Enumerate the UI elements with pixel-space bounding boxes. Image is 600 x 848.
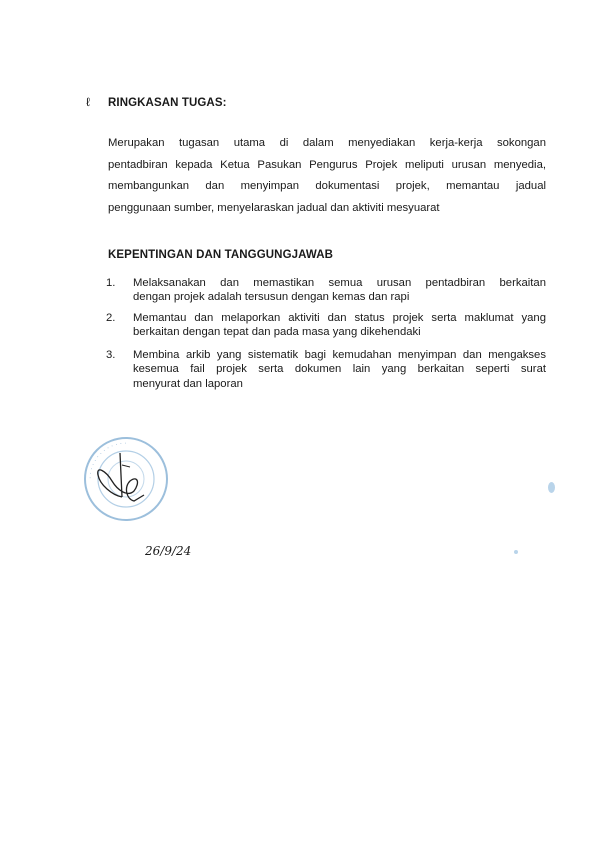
scan-speck [548,482,555,493]
item-line: menyurat dan laporan [133,377,243,390]
responsibilities-heading: KEPENTINGAN DAN TANGGUNGJAWAB [108,249,334,261]
item-line: dengan projek adalah tersusun dengan kemas dan rapi [133,291,410,304]
svg-text:· · · · · · · · · · · · ·: · · · · · · · · · · · · · [86,439,127,480]
item-line: Membina arkib yang sistematik bagi kemudahan menyimpan dan mengakses [133,349,546,361]
summary-heading: RINGKASAN TUGAS: [108,97,227,109]
official-stamp-with-signature [82,435,170,523]
scan-speck [514,550,518,554]
item-number: 1. [106,277,116,289]
summary-line: penggunaan sumber, menyelaraskan jadual dan aktiviti mesyuarat [108,202,440,215]
summary-line: Merupakan tugasan utama di dalam menyediakan kerja-kerja sokongan [108,137,546,149]
summary-line: pentadbiran kepada Ketua Pasukan Pengurus Projek meliputi urusan menyedia, [108,158,546,171]
item-line: kesemua fail projek serta dokumen lain yang berkaitan seperti surat [133,363,546,376]
item-line: Memantau dan melaporkan aktiviti dan status projek serta maklumat yang [133,312,546,324]
signature-date: 26/9/24 [145,544,192,558]
item-number: 3. [106,349,116,361]
item-line: berkaitan dengan tepat dan pada masa yang dikehendaki [133,326,421,339]
section-marker: ℓ [86,95,90,109]
item-line: Melaksanakan dan memastikan semua urusan pentadbiran berkaitan [133,277,546,289]
item-number: 2. [106,312,116,324]
summary-paragraph [108,133,546,220]
summary-line: membangunkan dan menyimpan dokumentasi projek, memantau jadual [108,180,546,193]
